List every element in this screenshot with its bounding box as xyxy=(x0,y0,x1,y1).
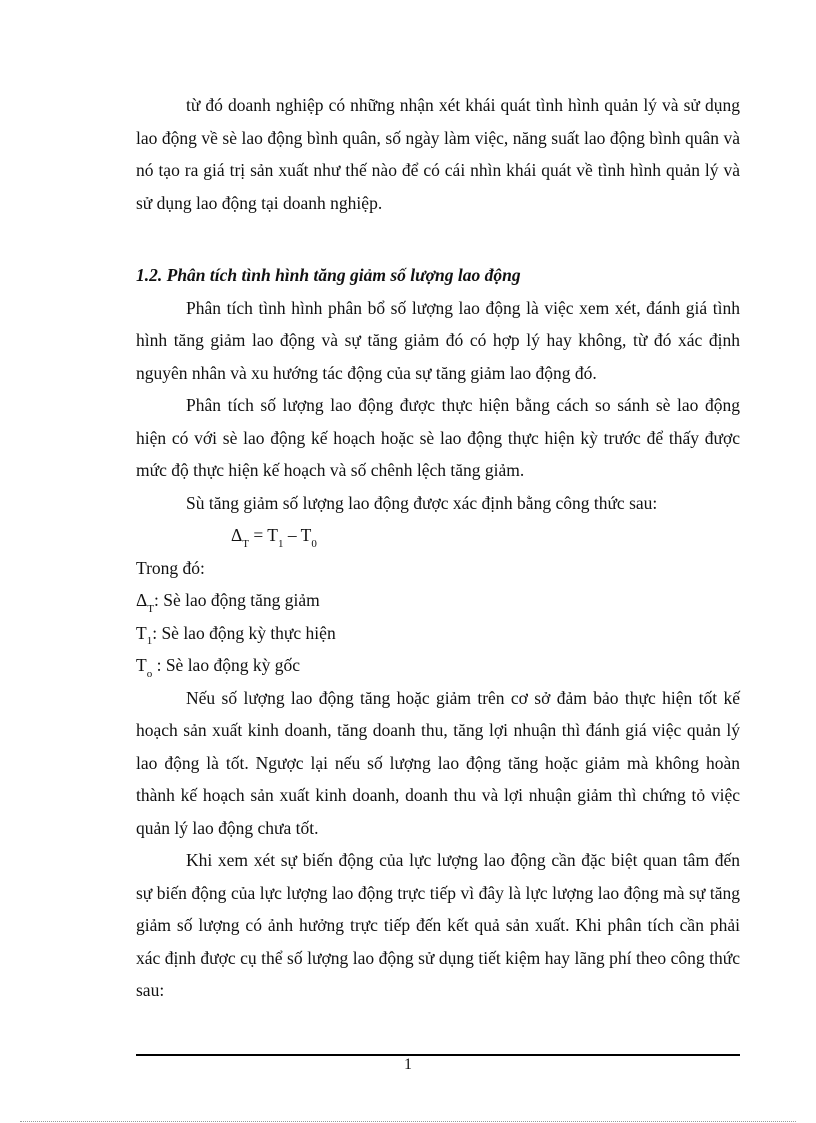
definition-t1: $T_1$: Sè lao động kỳ thực hiện xyxy=(136,622,336,647)
paragraph-formula-intro: Sù tăng giảm số lượng lao động được xác định bằng công thức sau: xyxy=(186,492,658,513)
paragraph-evaluation: Nếu số lượng lao động tăng hoặc giảm trên cơ sở đảm bảo thực hiện tốt kế hoạch sản xuất kinh doanh, tăng doanh thu, tăng lợi nhuận thì đánh giá việc quản lý lao động là tốt. Ngược lại nếu số lượng lao động tăng hoặc giảm mà không hoàn thành kế hoạch sản xuất kinh doanh, doanh thu và lợi nhuận giảm thì chứng tỏ việc quản lý lao động chưa tốt. xyxy=(136,687,740,838)
paragraph-direct-labor: Khi xem xét sự biến động của lực lượng lao động cần đặc biệt quan tâm đến sự biến động của lực lượng lao động trực tiếp vì đây là lực lượng lao động mà sự tăng giảm số lượng có ảnh hưởng trực tiếp đến kết quả sản xuất. Khi phân tích cần phải xác định được cụ thể số lượng lao động sử dụng tiết kiệm hay lãng phí theo công thức sau: xyxy=(136,850,740,1000)
formula: $\Delta_T = T_1 - T_0$ xyxy=(231,525,317,550)
definition-t0: $T_o$ : Sè lao động kỳ gốc xyxy=(136,655,300,680)
body-text xyxy=(136,89,740,1007)
paragraph-analysis: Phân tích tình hình phân bổ số lượng lao động là việc xem xét, đánh giá tình hình tăng giảm lao động và sự tăng giảm đó có hợp lý hay không, từ đó xác định nguyên nhân và xu hướng tác động của sự tăng giảm lao động đó. xyxy=(136,297,740,383)
where-label: Trong đó: xyxy=(136,557,205,578)
page-number: 1 xyxy=(404,1056,412,1073)
page-break-line xyxy=(20,1121,796,1122)
paragraph-intro: từ đó doanh nghiệp có những nhận xét khái quát tình hình quản lý và sử dụng lao động về sè lao động bình quân, số ngày làm việc, năng suất lao động bình quân và nó tạo ra giá trị sản xuất như thế nào để có cái nhìn khái quát về tình hình quản lý và sử dụng lao động tại doanh nghiệp. xyxy=(136,95,740,213)
definition-delta: $\Delta_T$: Sè lao động tăng giảm xyxy=(136,590,320,615)
paragraph-comparison: Phân tích số lượng lao động được thực hiện bằng cách so sánh sè lao động hiện có với sè lao động kế hoạch hoặc sè lao động thực hiện kỳ trước để thấy được mức độ thực hiện kế hoạch và số chênh lệch tăng giảm. xyxy=(136,395,740,480)
section-heading: 1.2. Phân tích tình hình tăng giảm số lượng lao động xyxy=(136,265,521,285)
